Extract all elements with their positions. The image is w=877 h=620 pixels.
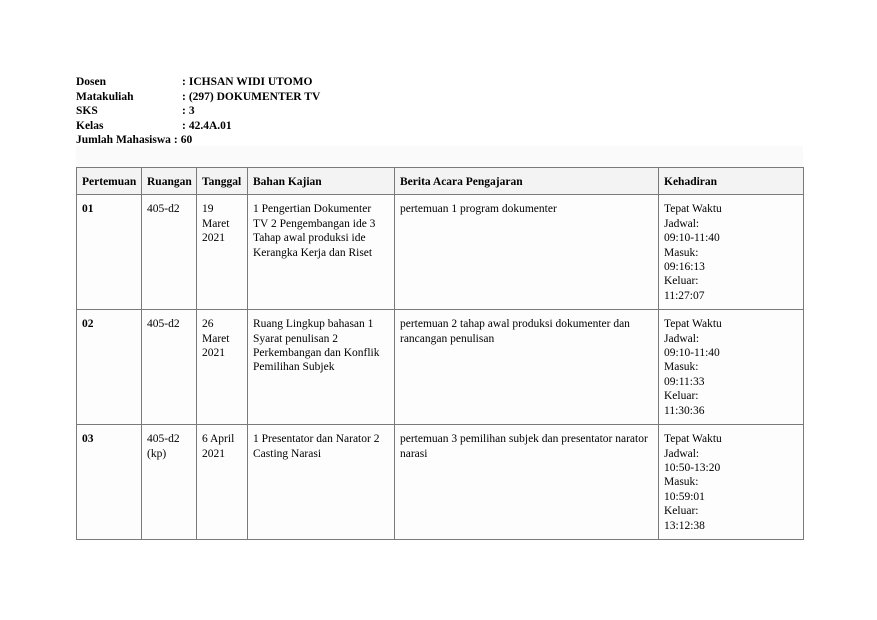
table-row — [77, 425, 804, 540]
header-kehadiran: Kehadiran — [659, 168, 804, 195]
cell-pertemuan: 02 — [77, 310, 142, 425]
cell-ruangan: 405-d2 — [142, 310, 197, 425]
info-separator: : — [173, 134, 178, 146]
cell-berita: pertemuan 2 tahap awal produksi dokumenter dan rancangan penulisan — [395, 310, 659, 425]
cell-bahan: Ruang Lingkup bahasan 1 Syarat penulisan 2 Perkembangan dan Konflik Pemilihan Subjek — [248, 310, 395, 425]
header-ruangan: Ruangan — [142, 168, 197, 195]
info-matakuliah — [76, 90, 320, 105]
course-info — [76, 75, 320, 148]
masuk-value: 09:16:13 — [664, 261, 705, 274]
info-separator: : — [182, 105, 186, 117]
info-value: 42.4A.01 — [188, 119, 232, 132]
cell-tanggal: 6 April 2021 — [197, 425, 248, 540]
status-text: Tepat Waktu — [664, 433, 722, 446]
cell-kehadiran — [659, 195, 804, 310]
header-tanggal: Tanggal — [197, 168, 248, 195]
masuk-value: 09:11:33 — [664, 375, 705, 388]
masuk-label: Masuk: — [664, 476, 699, 489]
info-separator: : — [182, 76, 186, 88]
cell-pertemuan: 01 — [77, 195, 142, 310]
jadwal-label: Jadwal: — [664, 217, 700, 230]
status-text: Tepat Waktu — [664, 318, 722, 331]
attendance-table — [76, 167, 804, 540]
info-value: 60 — [180, 134, 193, 146]
cell-tanggal: 26 Maret 2021 — [197, 310, 248, 425]
keluar-label: Keluar: — [664, 275, 699, 288]
header-bahan: Bahan Kajian — [248, 168, 395, 195]
info-sks — [76, 104, 320, 119]
keluar-value: 13:12:38 — [664, 519, 705, 532]
cell-bahan: 1 Pengertian Dokumenter TV 2 Pengembangan ide 3 Tahap awal produksi ide Kerangka Kerja dan Riset — [248, 195, 395, 310]
cell-ruangan: 405-d2 — [142, 195, 197, 310]
cell-kehadiran — [659, 310, 804, 425]
info-dosen — [76, 75, 320, 90]
cell-tanggal: 19 Maret 2021 — [197, 195, 248, 310]
header-pertemuan: Pertemuan — [77, 168, 142, 195]
cell-kehadiran — [659, 425, 804, 540]
masuk-label: Masuk: — [664, 246, 699, 259]
info-label: Kelas — [76, 119, 104, 132]
cell-berita: pertemuan 1 program dokumenter — [395, 195, 659, 310]
info-separator: : — [182, 90, 186, 103]
header-berita: Berita Acara Pengajaran — [395, 168, 659, 195]
info-label: Dosen — [76, 76, 107, 88]
keluar-value: 11:30:36 — [664, 404, 705, 417]
masuk-label: Masuk: — [664, 361, 699, 374]
keluar-label: Keluar: — [664, 390, 699, 403]
jadwal-value: 09:10-11:40 — [664, 232, 720, 245]
info-label: Jumlah Mahasiswa — [76, 134, 171, 146]
jadwal-label: Jadwal: — [664, 332, 700, 345]
cell-bahan: 1 Presentator dan Narator 2 Casting Narasi — [248, 425, 395, 540]
jadwal-value: 10:50-13:20 — [664, 461, 721, 474]
keluar-value: 11:27:07 — [664, 289, 705, 302]
info-label: SKS — [76, 105, 98, 117]
keluar-label: Keluar: — [664, 505, 699, 518]
table-row — [77, 195, 804, 310]
jadwal-value: 09:10-11:40 — [664, 347, 720, 360]
cell-berita: pertemuan 3 pemilihan subjek dan presentator narator narasi — [395, 425, 659, 540]
info-label: Matakuliah — [76, 90, 134, 103]
info-value: (297) DOKUMENTER TV — [188, 90, 321, 103]
info-separator: : — [182, 119, 186, 132]
info-kelas — [76, 119, 320, 134]
status-text: Tepat Waktu — [664, 203, 722, 216]
table-row — [77, 310, 804, 425]
jadwal-label: Jadwal: — [664, 447, 700, 460]
info-value: 3 — [188, 105, 195, 117]
info-value: ICHSAN WIDI UTOMO — [188, 76, 313, 88]
table-header-row — [77, 168, 804, 195]
cell-ruangan: 405-d2 (kp) — [142, 425, 197, 540]
header-band — [76, 146, 803, 167]
cell-pertemuan: 03 — [77, 425, 142, 540]
masuk-value: 10:59:01 — [664, 490, 705, 503]
